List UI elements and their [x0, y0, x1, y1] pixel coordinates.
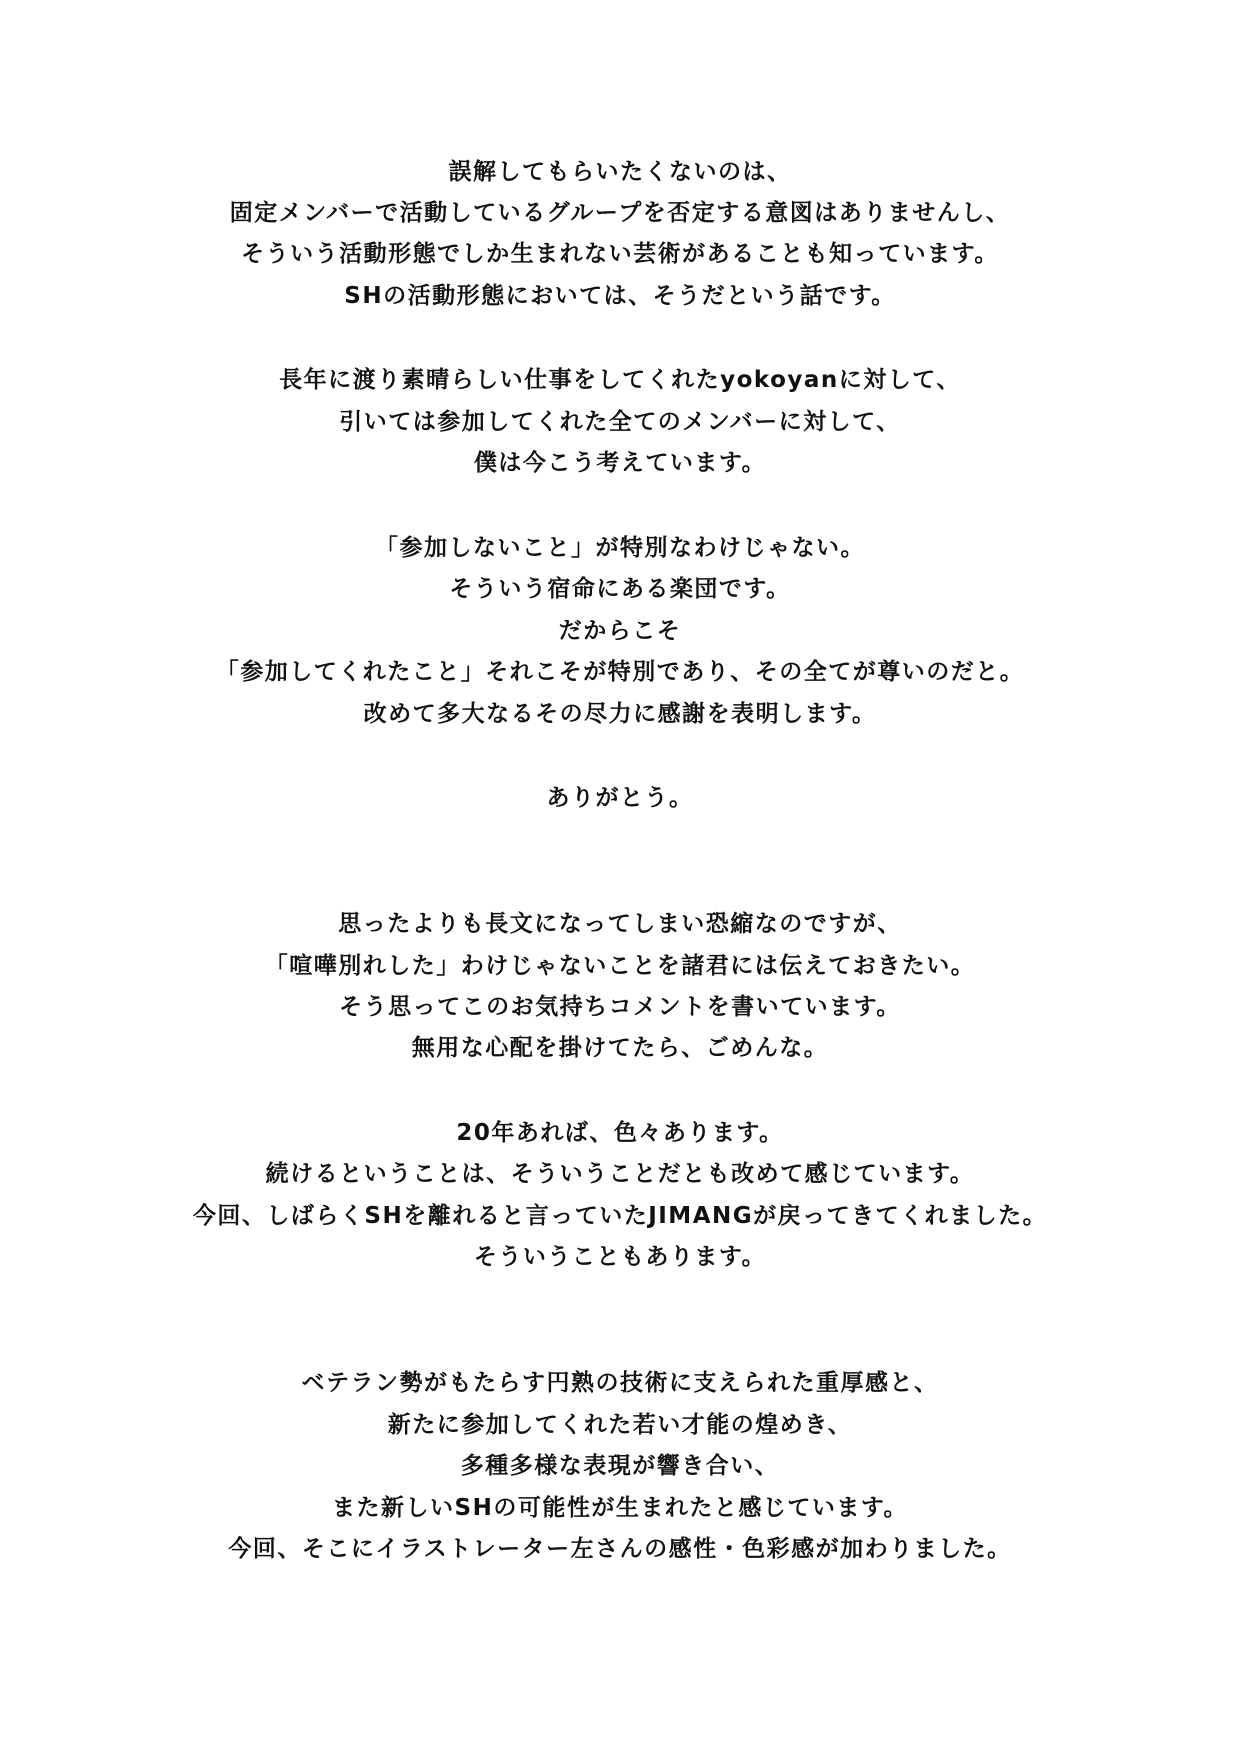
text-line: そう思ってこのお気持ちコメントを書いています。 [339, 994, 901, 1020]
text-line: 多種多様な表現が響き合い、 [460, 1453, 780, 1479]
text-line: 20年あれば、色々あります。 [456, 1120, 784, 1146]
text-line: 「喧嘩別れした」わけじゃないことを諸君には伝えておきたい。 [264, 953, 976, 979]
text-line: SHの活動形態においては、そうだという話です。 [344, 283, 896, 309]
text-line: 長年に渡り素晴らしい仕事をしてくれたyokoyanに対して、 [279, 367, 961, 393]
text-line: そういうこともあります。 [473, 1244, 767, 1270]
text-line: ベテラン勢がもたらす円熟の技術に支えられた重厚感と、 [301, 1370, 939, 1396]
text-line: 続けるということは、そういうことだとも改めて感じています。 [265, 1161, 975, 1187]
text-line: 「参加してくれたこと」それこそが特別であり、その全てが尊いのだと。 [215, 659, 1025, 685]
text-line: また新しいSHの可能性が生まれたと感じています。 [332, 1495, 908, 1521]
text-line: 無用な心配を掛けてたら、ごめんな。 [411, 1035, 829, 1061]
text-line: 固定メンバーで活動しているグループを否定する意図はありませんし、 [229, 200, 1011, 226]
text-line: 思ったよりも長文になってしまい恐縮なのですが、 [338, 911, 902, 937]
text-line: 引いては参加してくれた全てのメンバーに対して、 [339, 409, 901, 435]
text-line: そういう活動形態でしか生まれない芸術があることも知っています。 [241, 241, 999, 267]
text-line: 「参加しないこと」が特別なわけじゃない。 [375, 535, 865, 561]
text-line: 僕は今こう考えています。 [473, 450, 767, 476]
text-line: 今回、そこにイラストレーター左さんの感性・色彩感が加わりました。 [228, 1536, 1012, 1562]
text-line: 誤解してもらいたくないのは、 [448, 159, 792, 185]
text-line: ありがとう。 [546, 785, 694, 811]
text-line: だからこそ [558, 618, 682, 644]
text-line: 新たに参加してくれた若い才能の煌めき、 [387, 1412, 853, 1438]
text-line: 今回、しばらくSHを離れると言っていたJIMANGが戻ってきてくれました。 [192, 1203, 1048, 1229]
text-line: そういう宿命にある楽団です。 [449, 576, 791, 602]
text-line: 改めて多大なるその尽力に感謝を表明します。 [363, 701, 877, 727]
